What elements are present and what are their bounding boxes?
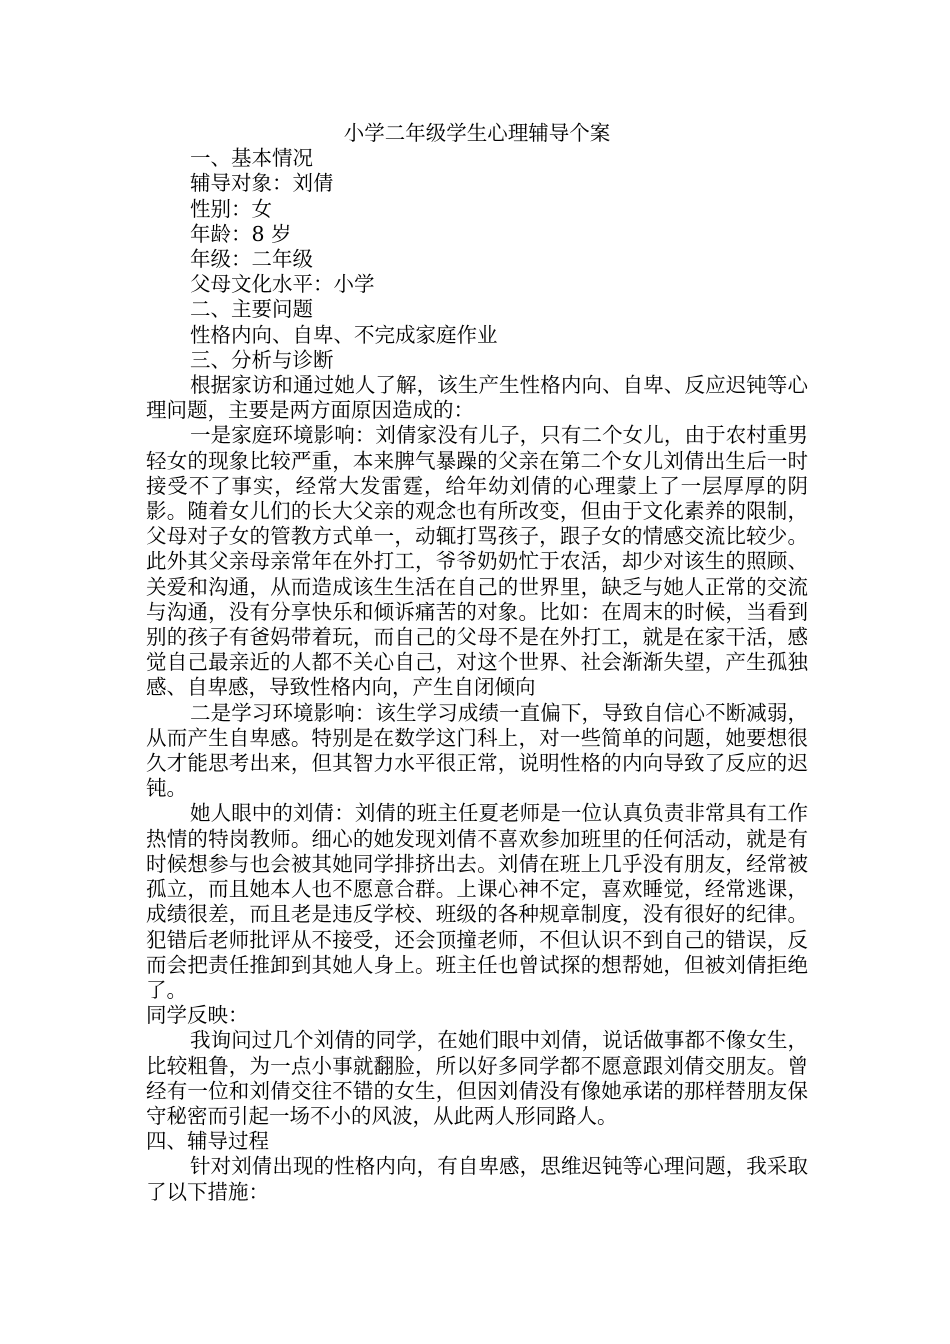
info-gender: 性别：女	[190, 196, 272, 221]
study-environment-paragraph: 二是学习环境影响：该生学习成绩一直偏下，导致自信心不断减弱，从而产生自卑感。特别是在数学这门科上，对一些简单的问题，她要想很久才能思考出来，但其智力水平很正常，说明性格的内向导致了反应的迟钝。	[146, 700, 808, 801]
main-problem-text: 性格内向、自卑、不完成家庭作业	[190, 322, 498, 347]
info-age: 年龄：8 岁	[190, 221, 292, 246]
family-environment-paragraph: 一是家庭环境影响：刘倩家没有儿子，只有二个女儿，由于农村重男轻女的现象比较严重，本来脾气暴躁的父亲在第二个女儿刘倩出生后一时接受不了事实，经常大发雷霆，给年幼刘倩的心理蒙上了一层厚厚的阴影。随着女儿们的长大父亲的观念也有所改变，但由于文化素养的限制，父母对子女的管教方式单一，动辄打骂孩子，跟子女的情感交流比较少。此外其父亲母亲常年在外打工，爷爷奶奶忙于农活，却少对该生的照顾、关爱和沟通，从而造成该生生活在自己的世界里，缺乏与她人正常的交流与沟通，没有分享快乐和倾诉痛苦的对象。比如：在周末的时候，当看到别的孩子有爸妈带着玩，而自己的父母不是在外打工，就是在家干活，感觉自己最亲近的人都不关心自己，对这个世界、社会渐渐失望，产生孤独感、自卑感，导致性格内向，产生自闭倾向	[146, 423, 808, 700]
info-subject: 辅导对象：刘倩	[190, 171, 334, 196]
others-view-paragraph: 她人眼中的刘倩：刘倩的班主任夏老师是一位认真负责非常具有工作热情的特岗教师。细心的她发现刘倩不喜欢参加班里的任何活动，就是有时候想参与也会被其她同学排挤出去。刘倩在班上几乎没有朋友，经常被孤立，而且她本人也不愿意合群。上课心神不定，喜欢睡觉，经常逃课，成绩很差，而且老是违反学校、班级的各种规章制度，没有很好的纪律。犯错后老师批评从不接受，还会顶撞老师，不但认识不到自己的错误，反而会把责任推卸到其她人身上。班主任也曾试探的想帮她，但被刘倩拒绝了。	[146, 801, 808, 1002]
info-grade: 年级：二年级	[190, 247, 313, 272]
analysis-intro-paragraph: 根据家访和通过她人了解，该生产生性格内向、自卑、反应迟钝等心理问题，主要是两方面原因造成的：	[146, 373, 808, 423]
document-body	[146, 121, 808, 1205]
section-heading-analysis: 三、分析与诊断	[190, 347, 334, 372]
info-parents-education: 父母文化水平：小学	[190, 272, 375, 297]
section-heading-basic-info: 一、基本情况	[190, 146, 313, 171]
section-heading-counseling-process: 四、辅导过程	[146, 1129, 269, 1154]
counseling-intro-paragraph: 针对刘倩出现的性格内向，有自卑感，思维迟钝等心理问题，我采取了以下措施：	[146, 1154, 808, 1204]
classmates-label: 同学反映：	[146, 1003, 249, 1028]
document-title: 小学二年级学生心理辅导个案	[343, 121, 611, 145]
classmates-paragraph: 我询问过几个刘倩的同学，在她们眼中刘倩，说话做事都不像女生，比较粗鲁，为一点小事就翻脸，所以好多同学都不愿意跟刘倩交朋友。曾经有一位和刘倩交往不错的女生，但因刘倩没有像她承诺的那样替朋友保守秘密而引起一场不小的风波，从此两人形同路人。	[146, 1028, 808, 1128]
section-heading-main-problem: 二、主要问题	[190, 297, 313, 322]
